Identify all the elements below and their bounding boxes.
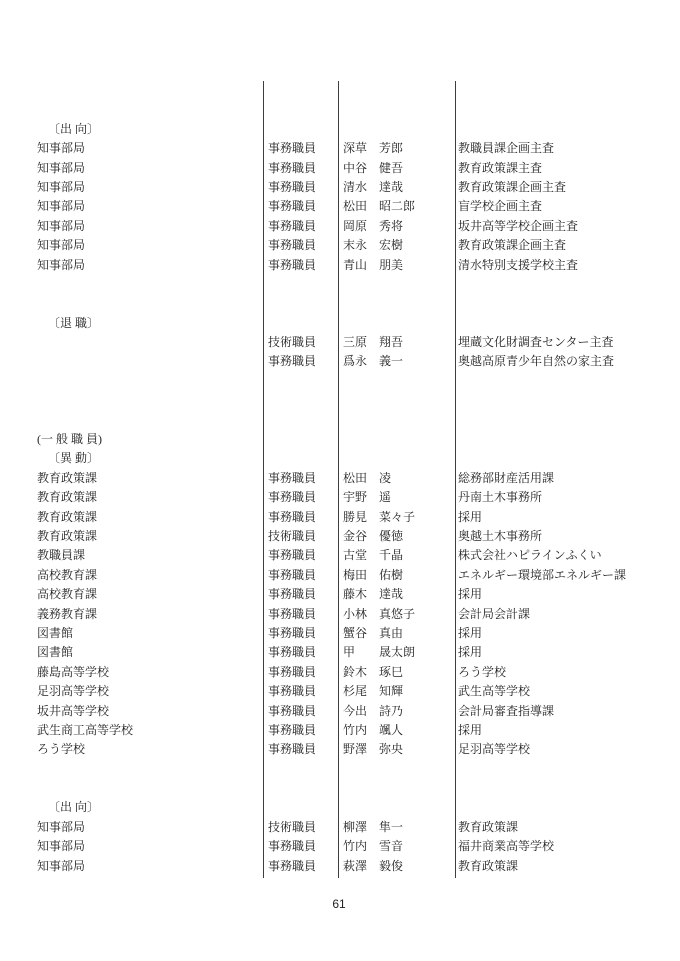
assignment-cell: 会計局会計課 [458,606,531,621]
section-header: 〔退 職〕 [48,315,100,330]
job-type-cell: 事務職員 [268,490,317,505]
name-cell: 小林 真悠子 [343,606,416,621]
org-cell: 坂井高等学校 [37,703,110,718]
job-type-cell: 事務職員 [268,703,317,718]
assignment-cell: ろう学校 [458,664,507,679]
assignment-cell: 教育政策課企画主査 [458,238,567,253]
org-cell: 教職員課 [37,548,86,563]
assignment-cell: 採用 [458,509,483,524]
section-header-line [0,449,680,468]
org-cell: 教育政策課 [37,490,98,505]
org-cell: 知事部局 [37,858,86,873]
name-cell: 青山 朋美 [343,257,404,272]
table-row [0,624,680,643]
table-row [0,159,680,178]
job-type-cell: 事務職員 [268,567,317,582]
assignment-cell: 福井商業高等学校 [458,839,555,854]
name-cell: 蟹谷 真由 [343,625,404,640]
name-cell: 中谷 健吾 [343,160,404,175]
assignment-cell: 採用 [458,587,483,602]
table-row [0,566,680,585]
table-row [0,488,680,507]
name-cell: 岡原 秀将 [343,218,404,233]
assignment-cell: 丹南土木事務所 [458,490,543,505]
org-cell: 高校教育課 [37,587,98,602]
table-row [0,585,680,604]
assignment-cell: 採用 [458,722,483,737]
name-cell: 梅田 佑樹 [343,567,404,582]
job-type-cell: 事務職員 [268,470,317,485]
job-type-cell: 事務職員 [268,645,317,660]
assignment-cell: 株式会社ハピラインふくい [458,548,602,563]
name-cell: 清水 達哉 [343,179,404,194]
assignment-cell: 会計局審査指導課 [458,703,555,718]
table-row [0,217,680,236]
org-cell: 知事部局 [37,199,86,214]
blank-line [0,779,680,798]
assignment-cell: 教育政策課企画主査 [458,179,567,194]
table-row [0,643,680,662]
org-cell: 図書館 [37,645,74,660]
page-number: 61 [332,897,346,911]
job-type-cell: 事務職員 [268,684,317,699]
org-cell: 足羽高等学校 [37,684,110,699]
job-type-cell: 事務職員 [268,238,317,253]
personnel-table [0,81,680,876]
org-cell: 教育政策課 [37,528,98,543]
table-row [0,740,680,759]
job-type-cell: 事務職員 [268,839,317,854]
job-type-cell: 事務職員 [268,141,317,156]
assignment-cell: 採用 [458,625,483,640]
job-type-cell: 事務職員 [268,548,317,563]
name-cell: 金谷 優徳 [343,528,404,543]
org-cell: 武生商工高等学校 [37,722,134,737]
org-cell: 知事部局 [37,238,86,253]
job-type-cell: 事務職員 [268,257,317,272]
table-row [0,818,680,837]
section-header: 〔出 向〕 [48,121,100,136]
name-cell: 甲 晟太朗 [343,645,416,660]
job-type-cell: 事務職員 [268,160,317,175]
assignment-cell: 採用 [458,645,483,660]
name-cell: 今出 詩乃 [343,703,404,718]
table-row [0,527,680,546]
name-cell: 竹内 雪音 [343,839,404,854]
org-cell: 教育政策課 [37,509,98,524]
table-row [0,256,680,275]
assignment-cell: 盲学校企画主査 [458,199,543,214]
table-row [0,837,680,856]
org-cell: 知事部局 [37,257,86,272]
blank-line [0,294,680,313]
job-type-cell: 事務職員 [268,664,317,679]
name-cell: 深草 芳郎 [343,141,404,156]
table-row [0,702,680,721]
org-cell: 知事部局 [37,179,86,194]
blank-line [0,411,680,430]
name-cell: 藤木 達哉 [343,587,404,602]
table-row [0,333,680,352]
assignment-cell: 足羽高等学校 [458,742,531,757]
blank-line [0,100,680,119]
table-row [0,546,680,565]
org-cell: 教育政策課 [37,470,98,485]
job-type-cell: 事務職員 [268,858,317,873]
job-type-cell: 技術職員 [268,335,317,350]
table-row [0,721,680,740]
org-cell: 藤島高等学校 [37,664,110,679]
name-cell: 鈴木 琢巳 [343,664,404,679]
section-header-line [0,798,680,817]
job-type-cell: 事務職員 [268,625,317,640]
org-cell: 高校教育課 [37,567,98,582]
job-type-cell: 技術職員 [268,819,317,834]
table-row [0,139,680,158]
name-cell: 萩澤 毅俊 [343,858,404,873]
table-row [0,857,680,876]
name-cell: 宇野 遥 [343,490,392,505]
org-cell: ろう学校 [37,742,86,757]
org-cell: 知事部局 [37,141,86,156]
table-row [0,178,680,197]
table-row [0,352,680,371]
table-row [0,469,680,488]
job-type-cell: 事務職員 [268,354,317,369]
name-cell: 竹内 颯人 [343,722,404,737]
name-cell: 柳澤 隼一 [343,819,404,834]
assignment-cell: 総務部財産活用課 [458,470,555,485]
assignment-cell: 奥越高原青少年自然の家主査 [458,354,615,369]
org-cell: 知事部局 [37,218,86,233]
assignment-cell: 教職員課企画主査 [458,141,555,156]
job-type-cell: 事務職員 [268,587,317,602]
table-row [0,197,680,216]
table-row [0,682,680,701]
table-row [0,236,680,255]
group-header: (一 般 職 員) [37,432,102,447]
name-cell: 古堂 千晶 [343,548,404,563]
assignment-cell: エネルギー環境部エネルギー課 [458,567,627,582]
org-cell: 知事部局 [37,839,86,854]
section-header: 〔出 向〕 [48,800,100,815]
blank-line [0,760,680,779]
job-type-cell: 事務職員 [268,199,317,214]
section-header: 〔異 動〕 [48,451,100,466]
section-header-line [0,120,680,139]
table-row [0,663,680,682]
assignment-cell: 教育政策課主査 [458,160,543,175]
name-cell: 末永 宏樹 [343,238,404,253]
name-cell: 三原 翔吾 [343,335,404,350]
job-type-cell: 技術職員 [268,528,317,543]
name-cell: 野澤 弥央 [343,742,404,757]
name-cell: 松田 凌 [343,470,392,485]
section-header-line [0,314,680,333]
org-cell: 図書館 [37,625,74,640]
assignment-cell: 奥越土木事務所 [458,528,543,543]
blank-line [0,275,680,294]
job-type-cell: 事務職員 [268,722,317,737]
assignment-cell: 武生高等学校 [458,684,531,699]
job-type-cell: 事務職員 [268,742,317,757]
name-cell: 爲永 義一 [343,354,404,369]
assignment-cell: 坂井高等学校企画主査 [458,218,579,233]
job-type-cell: 事務職員 [268,606,317,621]
name-cell: 杉尾 知輝 [343,684,404,699]
org-cell: 知事部局 [37,160,86,175]
job-type-cell: 事務職員 [268,179,317,194]
table-row [0,508,680,527]
group-header-line [0,430,680,449]
name-cell: 松田 昭二郎 [343,199,416,214]
assignment-cell: 教育政策課 [458,819,519,834]
blank-line [0,372,680,391]
assignment-cell: 教育政策課 [458,858,519,873]
blank-line [0,391,680,410]
assignment-cell: 埋蔵文化財調査センター主査 [458,335,614,350]
assignment-cell: 清水特別支援学校主査 [458,257,579,272]
blank-line [0,81,680,100]
job-type-cell: 事務職員 [268,509,317,524]
name-cell: 勝見 菜々子 [343,509,416,524]
org-cell: 知事部局 [37,819,86,834]
table-row [0,605,680,624]
job-type-cell: 事務職員 [268,218,317,233]
org-cell: 義務教育課 [37,606,98,621]
